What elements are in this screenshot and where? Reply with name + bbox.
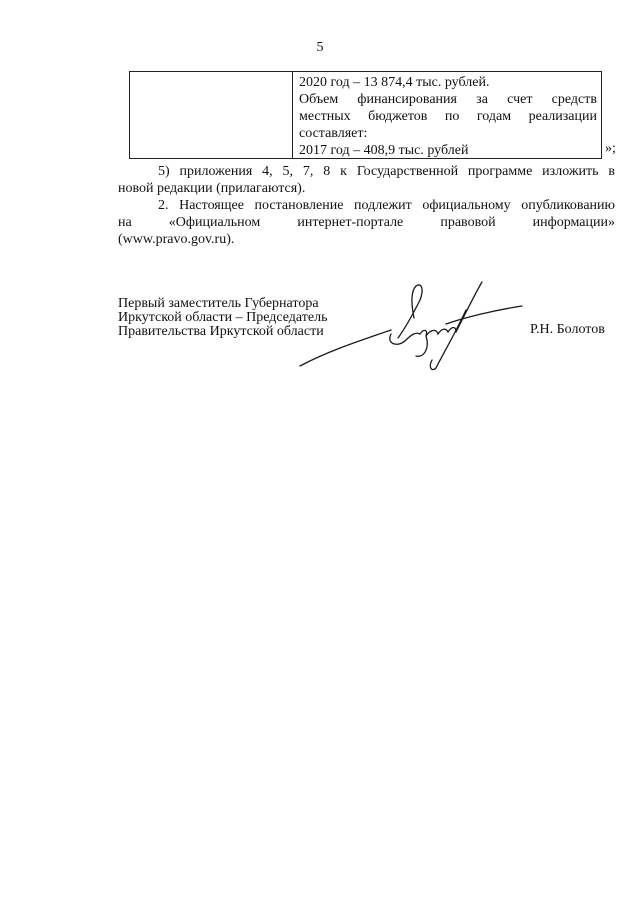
- word: «Официальном: [168, 215, 261, 230]
- paragraph-item-5: [118, 163, 615, 197]
- word: информации»: [532, 215, 615, 230]
- position-line: Первый заместитель Губернатора: [118, 296, 319, 311]
- paragraph-item-2-line-3: (www.pravo.gov.ru).: [118, 232, 235, 247]
- closing-quote: »;: [605, 141, 616, 156]
- table-line-amounts: составляет:: [299, 126, 368, 141]
- table-line-funding: Объем финансирования за счет средств: [299, 92, 597, 107]
- paragraph-item-2: [118, 197, 615, 248]
- position-line: Иркутской области – Председатель: [118, 310, 328, 325]
- table-left-cell: [130, 72, 293, 158]
- table-line-2017: 2017 год – 408,9 тыс. рублей: [299, 143, 469, 158]
- paragraph-item-2-line-1: 2. Настоящее постановление подлежит официальному опубликованию: [158, 198, 615, 213]
- word: правовой: [440, 215, 496, 230]
- position-line: Правительства Иркутской области: [118, 324, 324, 339]
- word: интернет-портале: [297, 215, 404, 230]
- word: на: [118, 215, 132, 230]
- paragraph-item-5-line-2: новой редакции (прилагаются).: [118, 181, 306, 196]
- page-number: 5: [316, 40, 324, 55]
- handwritten-signature: [296, 272, 526, 372]
- table-line-local-budgets: местных бюджетов по годам реализации: [299, 109, 597, 124]
- financing-table: [129, 71, 602, 159]
- signer-name: Р.Н. Болотов: [530, 322, 605, 337]
- table-line-2020: 2020 год – 13 874,4 тыс. рублей.: [299, 75, 490, 90]
- paragraph-item-2-line-2: [118, 214, 615, 231]
- table-right-cell: [293, 72, 601, 158]
- paragraph-item-5-line-1: 5) приложения 4, 5, 7, 8 к Государственной программе изложить в: [158, 164, 615, 179]
